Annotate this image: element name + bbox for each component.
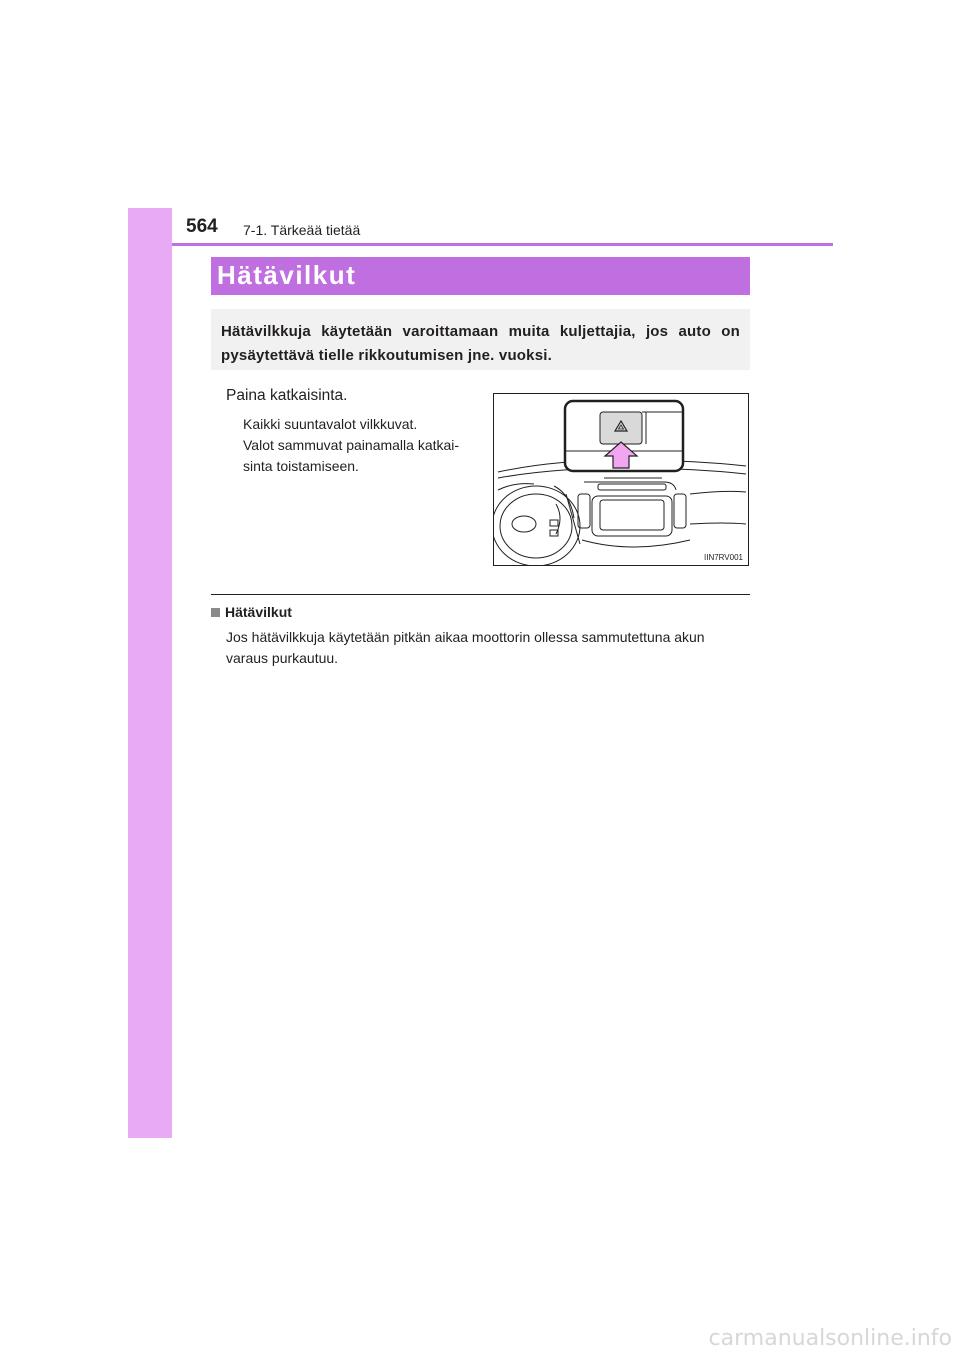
header-rule bbox=[172, 243, 833, 246]
step-result-line: Kaikki suuntavalot vilkkuvat. bbox=[243, 416, 418, 432]
step-instruction: Paina katkaisinta. bbox=[226, 387, 348, 404]
intro-box bbox=[211, 309, 750, 370]
note-heading bbox=[211, 604, 292, 620]
page-number: 564 bbox=[186, 216, 218, 237]
intro-text: Hätävilkkuja käytetään varoittamaan muita kuljettajia, jos auto on pysäytettävä tielle rikkoutumisen jne. vuoksi. bbox=[221, 323, 740, 364]
section-divider bbox=[211, 594, 750, 595]
illustration-code: IIN7RV001 bbox=[704, 553, 743, 562]
step-result-line: sinta toistamiseen. bbox=[243, 458, 359, 474]
side-tab bbox=[128, 208, 172, 1138]
note-heading-text: Hätävilkut bbox=[225, 604, 292, 620]
dashboard-drawing bbox=[494, 394, 748, 565]
note-body: Jos hätävilkkuja käytetään pitkän aikaa moottorin ollessa sammutettuna akun varaus purkautuu. bbox=[226, 629, 705, 666]
watermark: carmanualsonline.info bbox=[708, 1326, 952, 1351]
chapter-title: 7-1. Tärkeää tietää bbox=[243, 222, 361, 238]
section-title: Hätävilkut bbox=[217, 260, 357, 290]
step-result-line: Valot sammuvat painamalla katkai- bbox=[243, 437, 460, 453]
dashboard-illustration bbox=[493, 393, 749, 566]
section-title-banner bbox=[211, 257, 750, 295]
square-bullet-icon bbox=[211, 608, 220, 617]
step-result bbox=[243, 414, 468, 477]
